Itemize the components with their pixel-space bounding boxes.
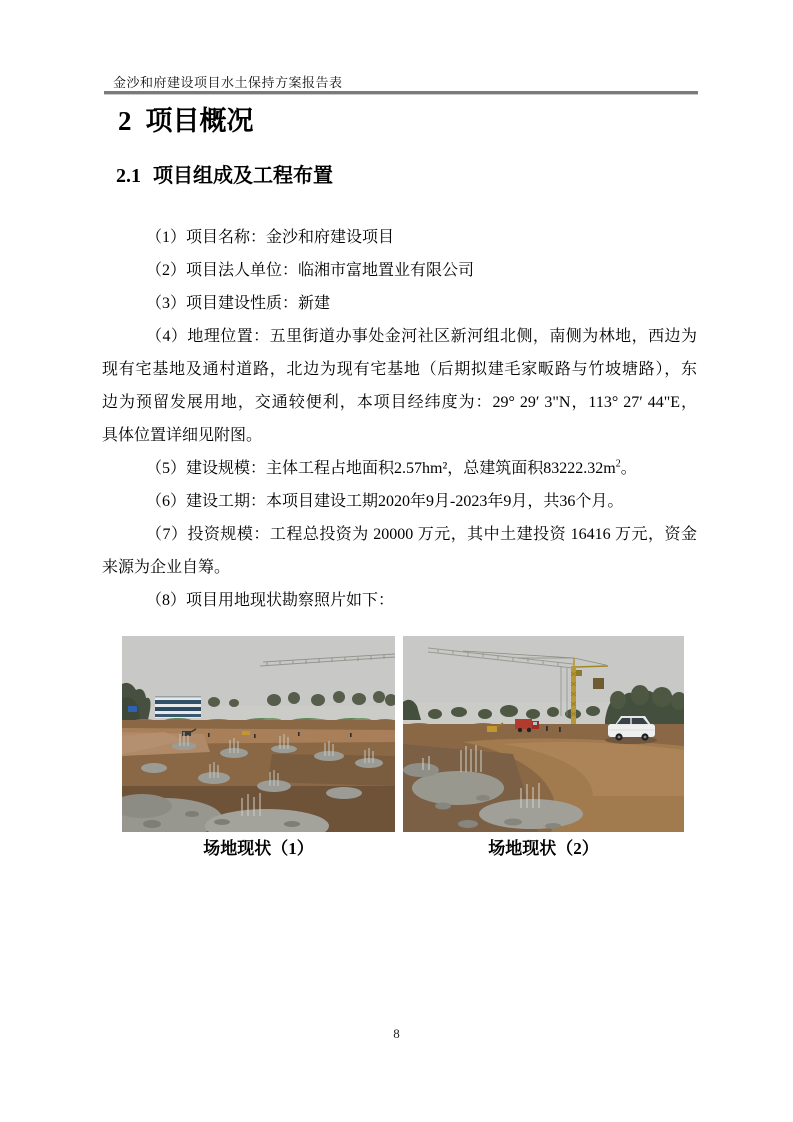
paragraph-legal-entity: （2）项目法人单位：临湘市富地置业有限公司 [146,262,475,279]
site-photo-1-illustration [122,636,395,832]
site-photo-2 [403,636,684,832]
site-photo-1 [122,636,395,832]
paragraph-investment-line1: （7）投资规模：工程总投资为 20000 万元，其中土建投资 16416 万元，资金 [146,526,697,543]
paragraph-location-line4: 具体位置详细见附图。 [102,427,263,444]
scale-text: （5）建设规模：主体工程占地面积2.57hm²，总建筑面积83222.32m [146,460,616,477]
photo-caption-2: 场地现状（2） [488,839,599,858]
scale-superscript: 2 [615,458,621,470]
chapter-title: 项目概况 [145,106,254,136]
paragraph-investment-line2: 来源为企业自筹。 [102,559,231,576]
section-heading [116,163,333,190]
paragraph-location-line1: （4）地理位置：五里街道办事处金河社区新河组北侧，南侧为林地，西边为 [146,328,697,345]
section-number: 2.1 [116,165,141,187]
paragraph-scale [102,452,697,485]
paragraph-construction-nature: （3）项目建设性质：新建 [146,295,331,312]
header-rule [104,91,698,95]
paragraph-schedule: （6）建设工期：本项目建设工期2020年9月-2023年9月，共36个月。 [146,493,624,510]
paragraph-photos-intro: （8）项目用地现状勘察照片如下： [146,592,395,609]
document-header: 金沙和府建设项目水土保持方案报告表 [113,75,343,90]
photo-caption-1: 场地现状（1） [203,839,314,858]
body-text [102,221,697,617]
paragraph-location-line2: 现有宅基地及通村道路，北边为现有宅基地（后期拟建毛家畈路与竹坡塘路），东 [102,361,697,378]
chapter-number: 2 [118,106,132,136]
chapter-heading [118,103,254,139]
blue-sign [128,706,137,712]
site-photo-2-illustration [403,636,684,832]
scale-period: 。 [620,460,637,477]
page-number: 8 [393,1026,400,1041]
section-title: 项目组成及工程布置 [153,165,333,187]
counterweight [593,678,604,689]
paragraph-project-name: （1）项目名称：金沙和府建设项目 [146,229,395,246]
paragraph-location-line3: 边为预留发展用地，交通较便利，本项目经纬度为：29° 29′ 3"N，113° 27′ 44"E， [102,394,697,411]
